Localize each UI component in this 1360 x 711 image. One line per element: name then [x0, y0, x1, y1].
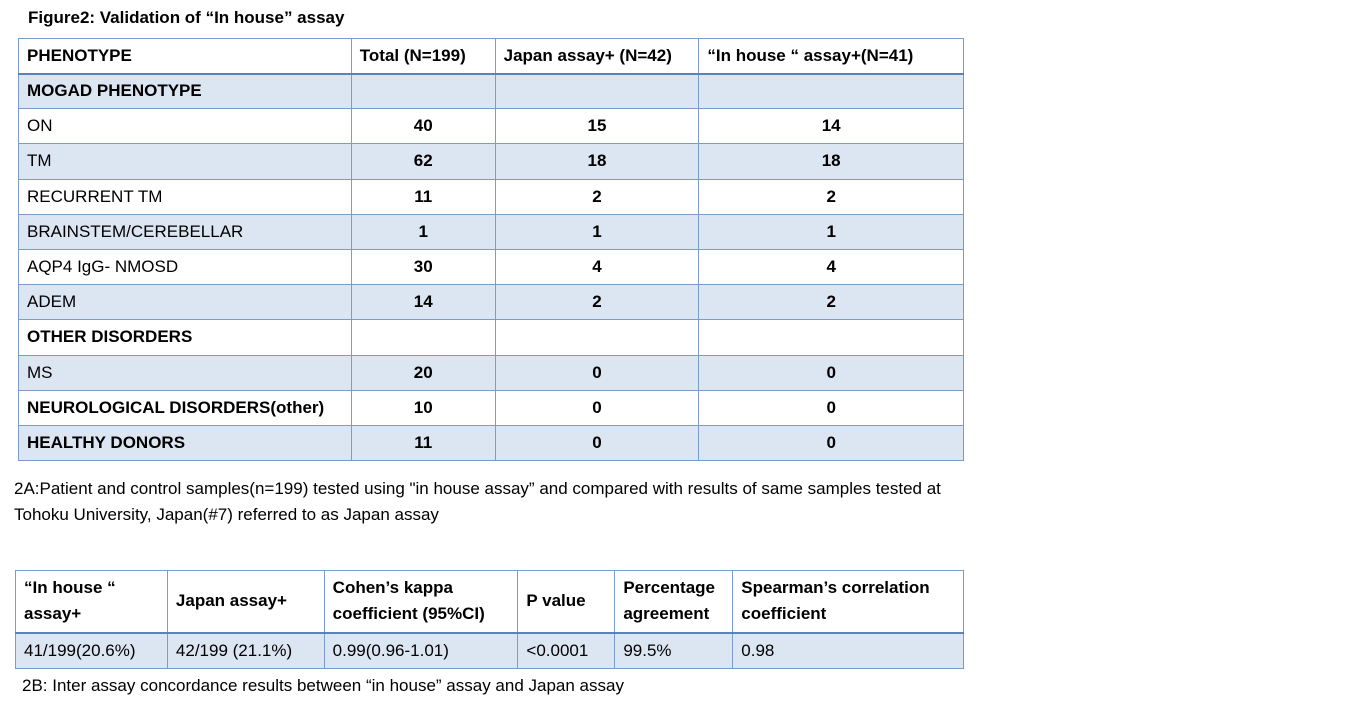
table-cell: 2 [495, 285, 699, 320]
table-cell: 2 [699, 179, 964, 214]
table-row [19, 179, 964, 214]
caption-2b: 2B: Inter assay concordance results between “in house” assay and Japan assay [22, 676, 624, 695]
table-row [19, 109, 964, 144]
table-row [19, 144, 964, 179]
header-p-value: P value [518, 571, 615, 633]
header-percentage-agreement: Percentage agreement [615, 571, 733, 633]
table-cell: 1 [351, 214, 495, 249]
row-label: NEUROLOGICAL DISORDERS(other) [19, 390, 352, 425]
row-label: HEALTHY DONORS [19, 425, 352, 460]
row-label: TM [19, 144, 352, 179]
header-total: Total (N=199) [351, 39, 495, 74]
table-row [19, 214, 964, 249]
header-in-house-assay: “In house “ assay+(N=41) [699, 39, 964, 74]
row-label: MS [19, 355, 352, 390]
table-cell: <0.0001 [518, 633, 615, 669]
table-cell: 4 [495, 249, 699, 284]
section-label: MOGAD PHENOTYPE [19, 74, 352, 109]
table-cell [699, 74, 964, 109]
table-cell: 14 [351, 285, 495, 320]
table-row [19, 249, 964, 284]
table-cell: 30 [351, 249, 495, 284]
caption-2a: 2A:Patient and control samples(n=199) tested using "in house assay” and compared with results of same samples tested at Tohoku University, Japan(#7) referred to as Japan assay [14, 479, 941, 524]
table-cell: 1 [495, 214, 699, 249]
table-header-row [16, 571, 964, 633]
table-cell: 0 [699, 425, 964, 460]
row-label: BRAINSTEM/CEREBELLAR [19, 214, 352, 249]
section-label: OTHER DISORDERS [19, 320, 352, 355]
table-cell: 42/199 (21.1%) [167, 633, 324, 669]
table-cell [495, 320, 699, 355]
table-cell: 18 [495, 144, 699, 179]
table-cell: 2 [495, 179, 699, 214]
table-cell: 41/199(20.6%) [16, 633, 168, 669]
table-header-row [19, 39, 964, 74]
row-label: ADEM [19, 285, 352, 320]
table-cell: 11 [351, 179, 495, 214]
table-cell: 2 [699, 285, 964, 320]
figure-title: Figure2: Validation of “In house” assay [28, 8, 345, 27]
table-cell: 62 [351, 144, 495, 179]
header-in-house-assay: “In house “ assay+ [16, 571, 168, 633]
table-cell: 10 [351, 390, 495, 425]
table-row [19, 390, 964, 425]
table-cell: 0 [699, 390, 964, 425]
table-row [19, 425, 964, 460]
table-cell: 20 [351, 355, 495, 390]
table-cell [699, 320, 964, 355]
phenotype-table [18, 38, 964, 461]
table-row [19, 320, 964, 355]
concordance-table [15, 570, 964, 669]
table-cell: 0 [495, 425, 699, 460]
table-cell: 40 [351, 109, 495, 144]
table-row [19, 285, 964, 320]
table-row [19, 74, 964, 109]
row-label: ON [19, 109, 352, 144]
table-cell: 1 [699, 214, 964, 249]
table-cell: 18 [699, 144, 964, 179]
table-cell: 14 [699, 109, 964, 144]
table-cell: 99.5% [615, 633, 733, 669]
header-japan-assay: Japan assay+ (N=42) [495, 39, 699, 74]
table-row [16, 633, 964, 669]
row-label: AQP4 IgG- NMOSD [19, 249, 352, 284]
header-spearman: Spearman’s correlation coefficient [733, 571, 964, 633]
table-cell: 15 [495, 109, 699, 144]
table-cell: 0.98 [733, 633, 964, 669]
table-cell [351, 320, 495, 355]
header-phenotype: PHENOTYPE [19, 39, 352, 74]
table-cell: 0 [495, 390, 699, 425]
table-cell: 0 [495, 355, 699, 390]
table-cell [495, 74, 699, 109]
table-cell [351, 74, 495, 109]
table-cell: 0.99(0.96-1.01) [324, 633, 518, 669]
table-cell: 11 [351, 425, 495, 460]
header-japan-assay: Japan assay+ [167, 571, 324, 633]
header-cohens-kappa: Cohen’s kappa coefficient (95%CI) [324, 571, 518, 633]
row-label: RECURRENT TM [19, 179, 352, 214]
table-cell: 4 [699, 249, 964, 284]
table-cell: 0 [699, 355, 964, 390]
table-row [19, 355, 964, 390]
